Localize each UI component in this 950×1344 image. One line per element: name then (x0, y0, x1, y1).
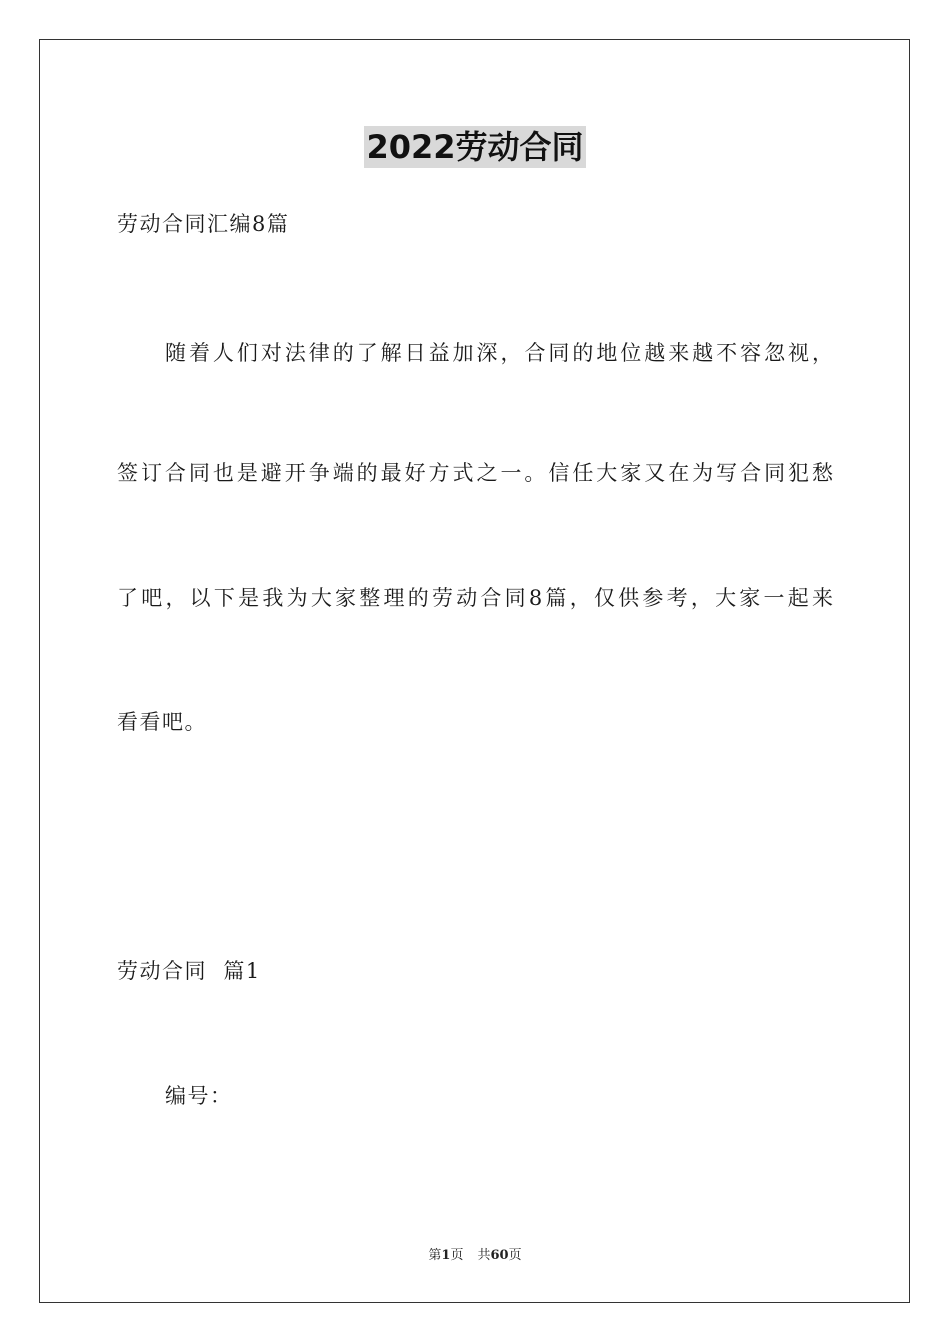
title-container (0, 126, 950, 168)
contract-number-label: 编号： (165, 1084, 233, 1108)
page-footer (0, 1247, 950, 1265)
page-prefix: 第 (428, 1248, 442, 1263)
document-subtitle: 劳动合同汇编8篇 (117, 212, 290, 236)
page-suffix: 页 (450, 1248, 464, 1263)
intro-line-3: 了吧，以下是我为大家整理的劳动合同8篇，仅供参考，大家一起来 (117, 586, 833, 610)
total-prefix: 共 (477, 1248, 491, 1263)
intro-line-1: 随着人们对法律的了解日益加深，合同的地位越来越不容忽视， (165, 341, 833, 365)
page-current: 1 (441, 1248, 451, 1263)
section-heading: 劳动合同 篇1 (117, 959, 261, 983)
page-total: 60 (490, 1248, 509, 1263)
intro-line-2: 签订合同也是避开争端的最好方式之一。信任大家又在为写合同犯愁 (117, 461, 833, 485)
intro-line-4: 看看吧。 (117, 710, 207, 734)
document-title: 2022劳动合同 (366, 128, 584, 166)
total-suffix: 页 (508, 1248, 522, 1263)
